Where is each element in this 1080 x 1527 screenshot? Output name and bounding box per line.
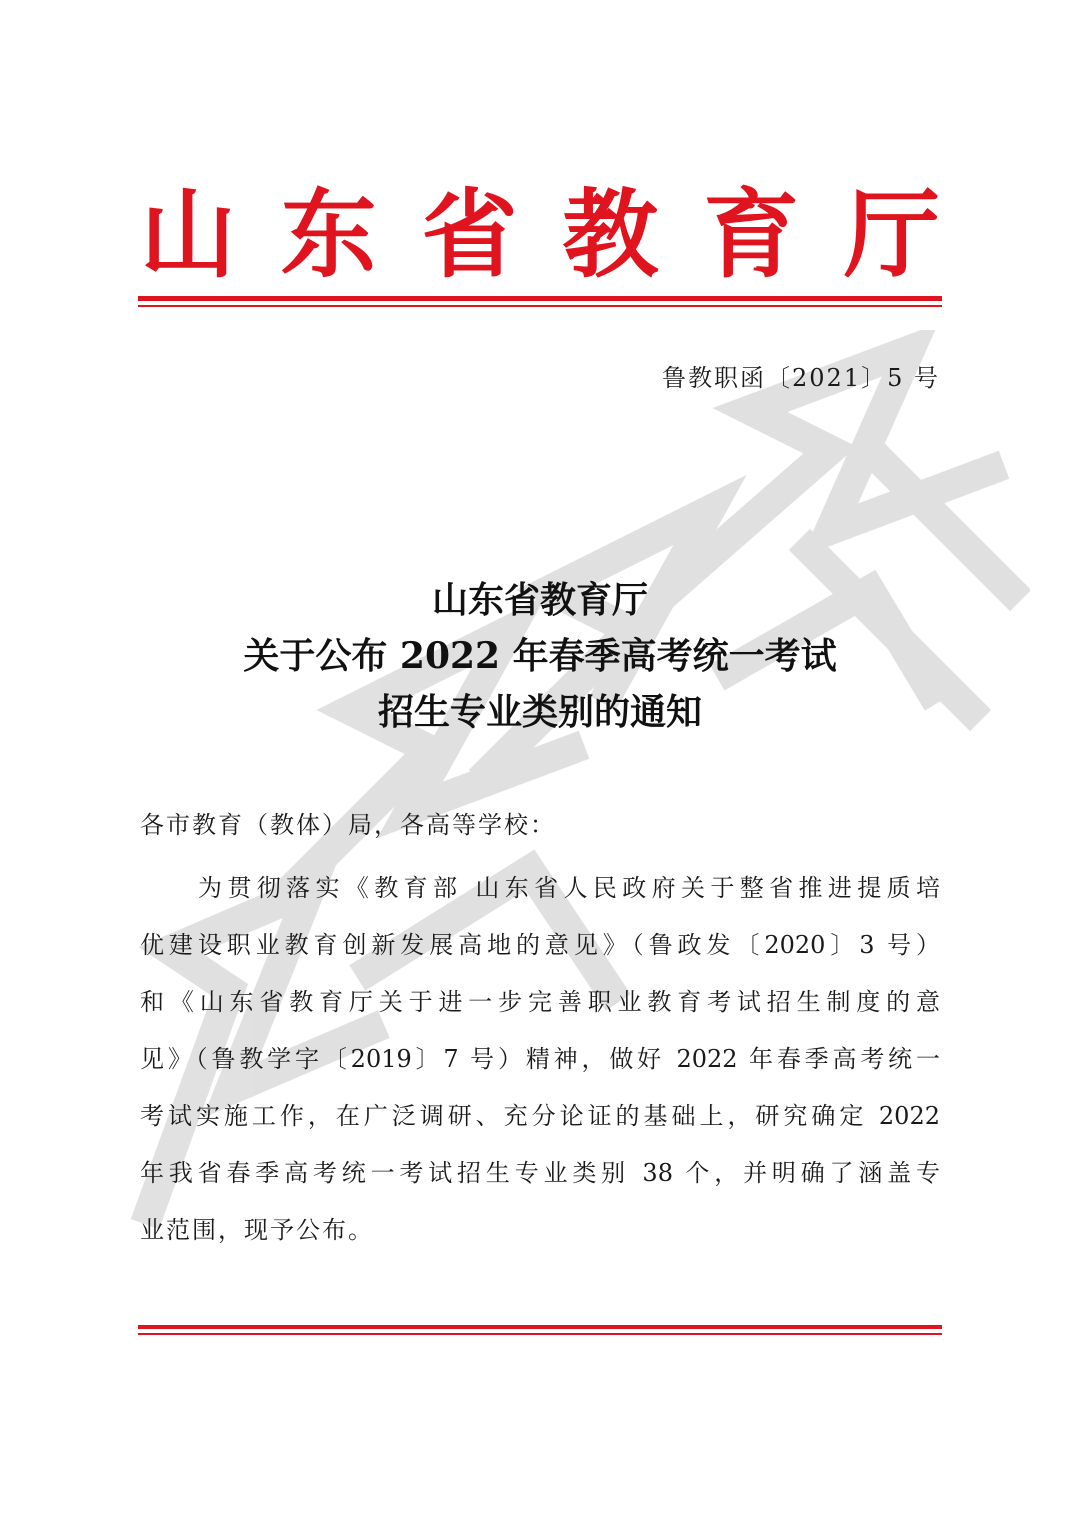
issuer-masthead <box>140 180 940 290</box>
footer-rule-thick <box>138 1325 942 1329</box>
title-line-2: 关于公布 2022 年春季高考统一考试 <box>243 635 837 677</box>
title-line-3: 招生专业类别的通知 <box>377 691 702 733</box>
document-title <box>140 572 940 740</box>
masthead-char: 山 <box>140 178 236 291</box>
document-number: 鲁教职函〔2021〕5 号 <box>662 364 940 392</box>
body-line: 见》（鲁教学字〔2019〕7 号）精神，做好 2022 年春季高考统一 <box>140 1045 940 1073</box>
masthead-char: 厅 <box>843 178 940 291</box>
masthead-char: 育 <box>703 178 800 291</box>
body-line: 和《山东省教育厅关于进一步完善职业教育考试招生制度的意 <box>140 988 940 1016</box>
body-paragraph <box>140 860 940 1259</box>
body-line: 考试实施工作，在广泛调研、充分论证的基础上，研究确定 2022 <box>140 1102 940 1130</box>
masthead-rule-thin <box>138 305 942 307</box>
body-line: 为贯彻落实《教育部 山东省人民政府关于整省推进提质培 <box>198 874 940 902</box>
masthead-char: 东 <box>280 178 377 291</box>
masthead-char: 教 <box>562 178 659 291</box>
salutation: 各市教育（教体）局，各高等学校： <box>140 811 556 839</box>
body-line: 年我省春季高考统一考试招生专业类别 38 个，并明确了涵盖专 <box>140 1159 940 1187</box>
masthead-rule-thick <box>138 296 942 301</box>
body-line: 业范围，现予公布。 <box>140 1216 374 1244</box>
masthead-char: 省 <box>421 178 518 291</box>
title-line-1: 山东省教育厅 <box>431 579 648 621</box>
footer-rule-thin <box>138 1333 942 1335</box>
body-line: 优建设职业教育创新发展高地的意见》（鲁政发〔2020〕3 号） <box>140 931 940 959</box>
